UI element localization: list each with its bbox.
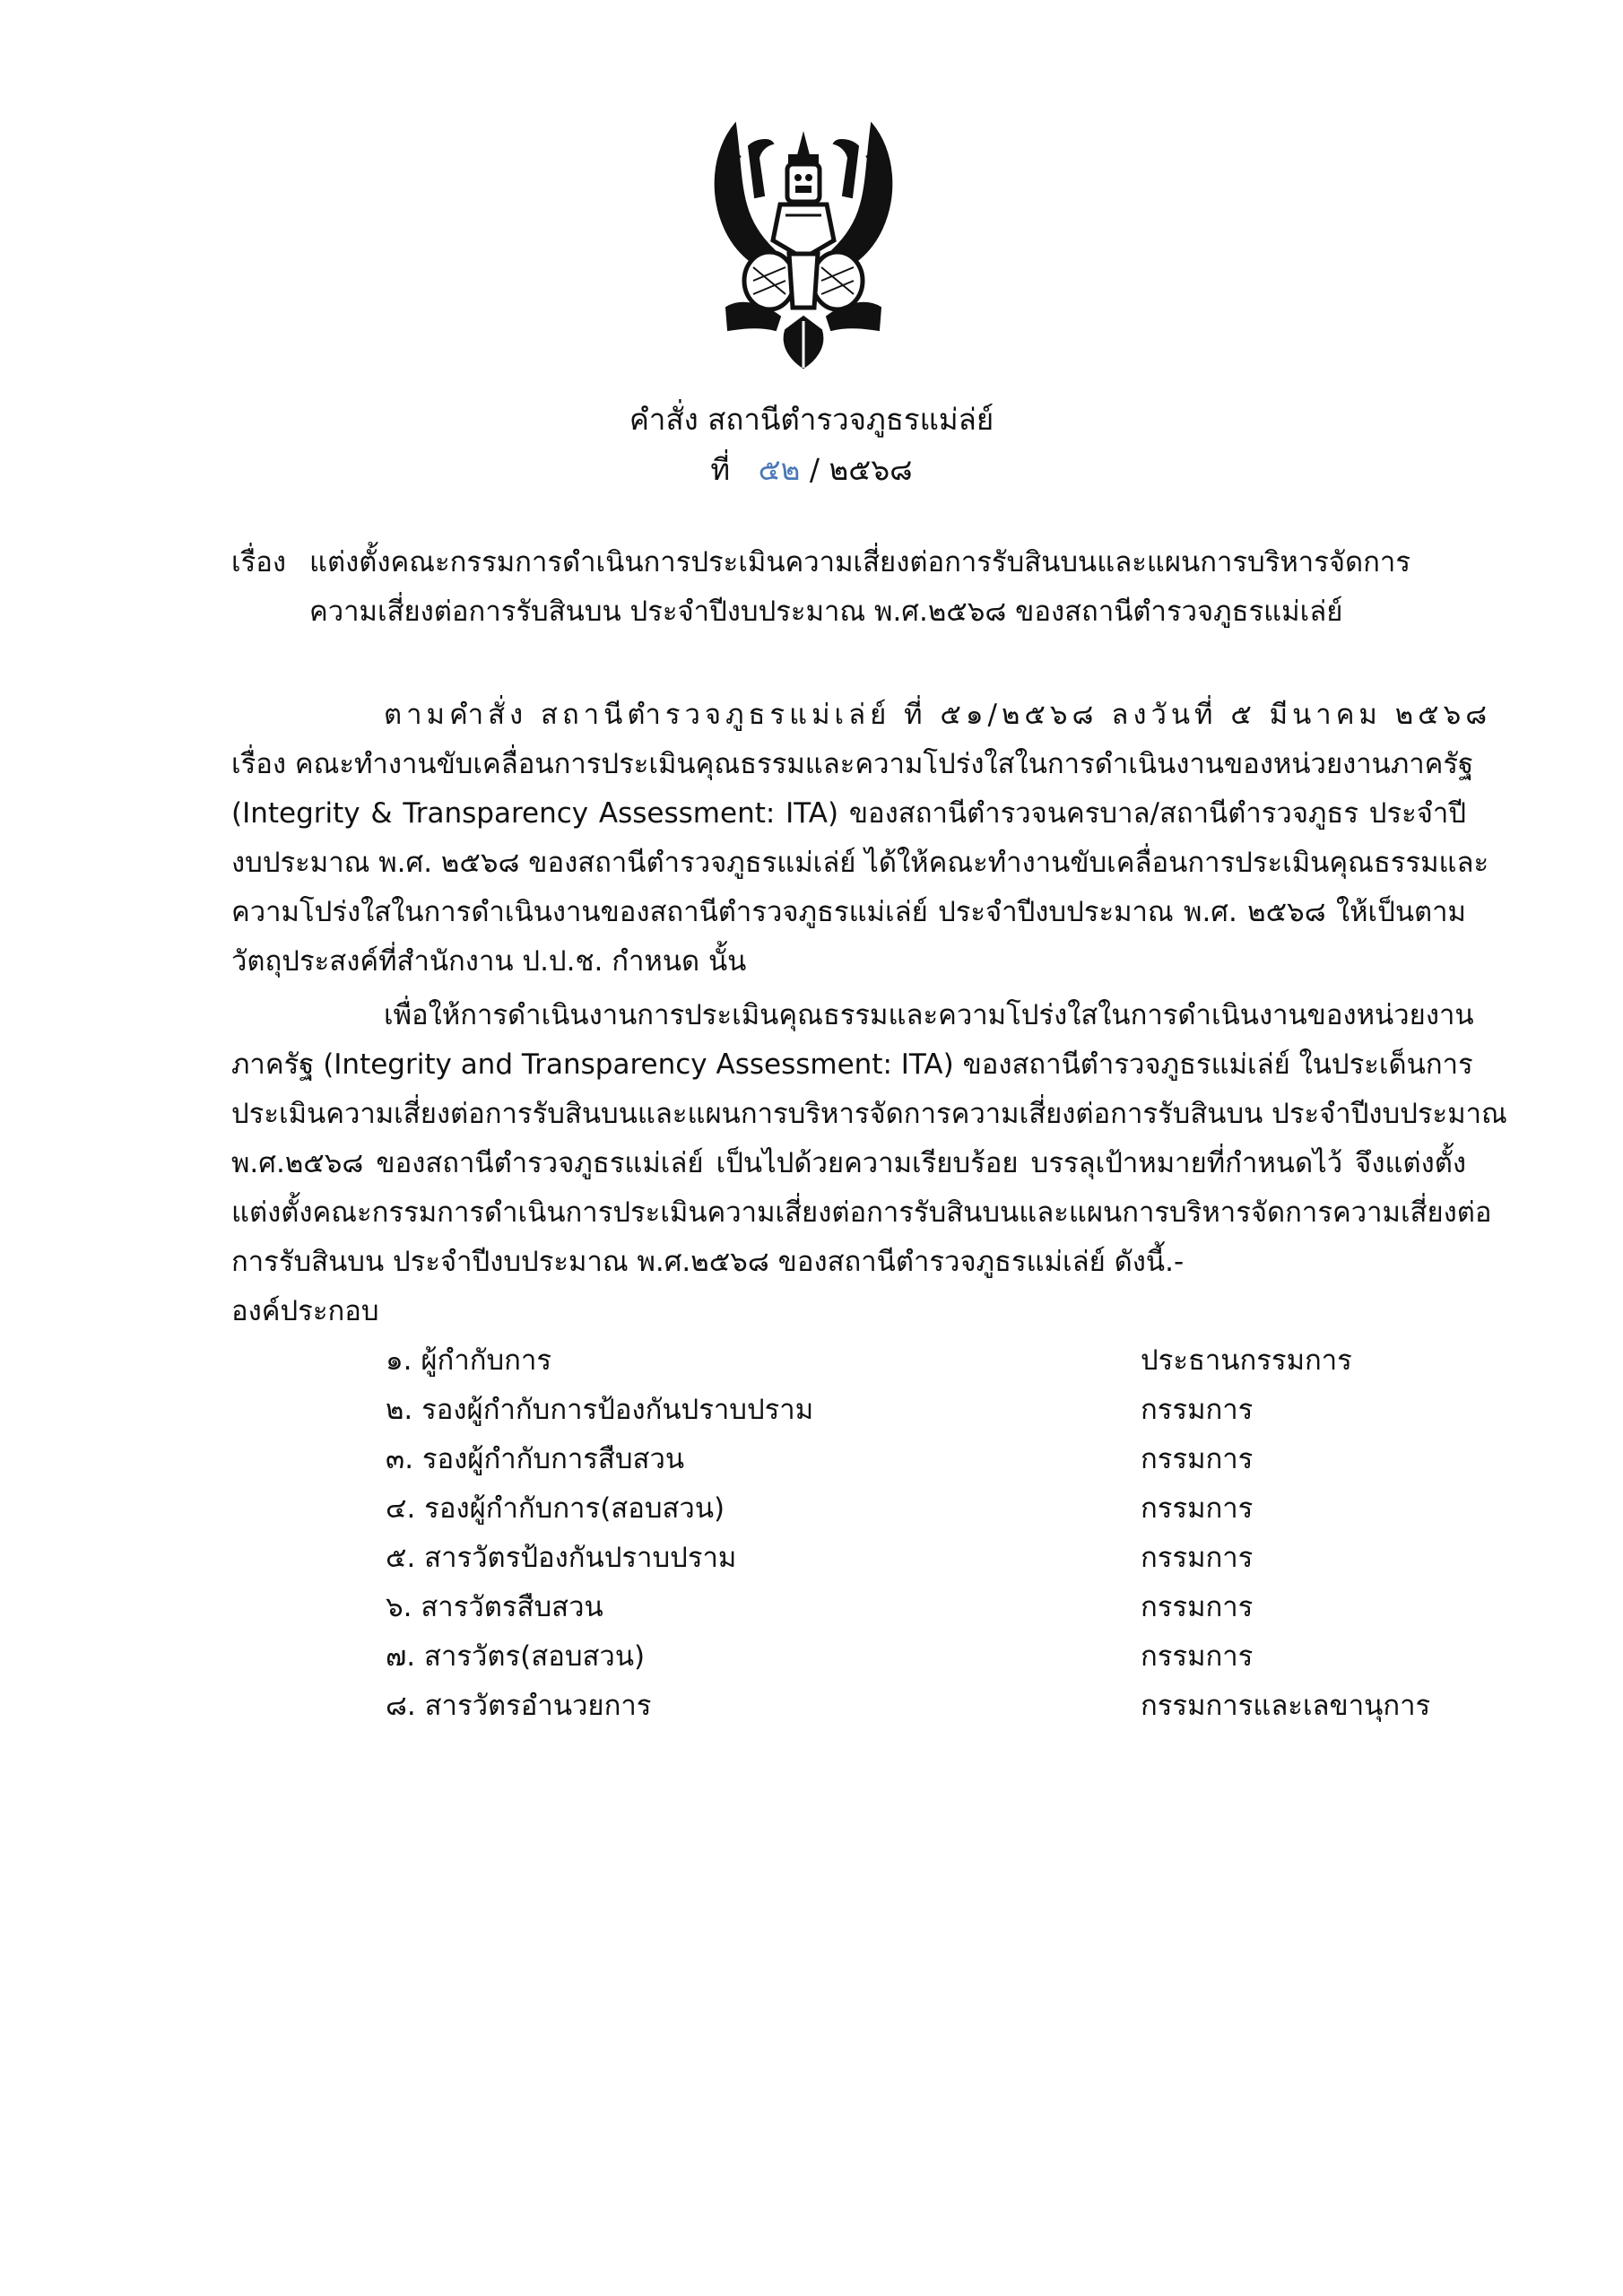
member-position: ๔. รองผู้กำกับการ(สอบสวน) xyxy=(386,1492,725,1525)
paragraph-line: ตามคำสั่ง สถานีตำรวจภูธรแม่เล่ย์ ที่ ๕๑/๒๕๖๘ ลงวันที่ ๕ มีนาคม ๒๕๖๘ xyxy=(384,699,1492,731)
member-position: ๑. ผู้กำกับการ xyxy=(386,1344,552,1377)
member-position: ๘. สารวัตรอำนวยการ xyxy=(386,1690,652,1722)
member-row xyxy=(0,1583,1623,1632)
member-role: กรรมการ xyxy=(1141,1443,1254,1475)
paragraph-line: พ.ศ.๒๕๖๘ ของสถานีตำรวจภูธรแม่เล่ย์ เป็นไปด้วยความเรียบร้อย บรรลุเป้าหมายที่กำหนดไว้ จึงแต่งตั้ง xyxy=(231,1147,1466,1179)
order-number: ๕๒ xyxy=(758,452,801,487)
subject-label: เรื่อง xyxy=(231,546,287,578)
subject-text xyxy=(309,538,1466,637)
paragraph-line: แต่งตั้งคณะกรรมการดำเนินการประเมินความเสี่ยงต่อการรับสินบนและแผนการบริหารจัดการความเสี่ยงต่อ xyxy=(231,1196,1492,1229)
document-header xyxy=(0,395,1623,495)
order-year: ๒๕๖๘ xyxy=(829,452,913,487)
paragraph-line: งบประมาณ พ.ศ. ๒๕๖๘ ของสถานีตำรวจภูธรแม่เล่ย์ ได้ให้คณะทำงานขับเคลื่อนการประเมินคุณธรรมและ xyxy=(231,847,1489,879)
member-position: ๓. รองผู้กำกับการสืบสวน xyxy=(386,1443,685,1475)
subject-line-2: ความเสี่ยงต่อการรับสินบน ประจำปีงบประมาณ พ.ศ.๒๕๖๘ ของสถานีตำรวจภูธรแม่เล่ย์ xyxy=(309,596,1343,628)
paragraph-line: วัตถุประสงค์ที่สำนักงาน ป.ป.ช. กำหนด นั้น xyxy=(231,945,747,978)
member-row xyxy=(0,1534,1623,1583)
member-row xyxy=(0,1336,1623,1386)
paragraph-line: ภาครัฐ (Integrity and Transparency Assessment: ITA) ของสถานีตำรวจภูธรแม่เล่ย์ ในประเด็นการ xyxy=(231,1048,1473,1081)
member-position: ๒. รองผู้กำกับการป้องกันปราบปราม xyxy=(386,1394,814,1426)
garuda-emblem-icon xyxy=(699,115,907,370)
member-role: กรรมการ xyxy=(1141,1394,1254,1426)
member-row xyxy=(0,1484,1623,1534)
member-role: กรรมการ xyxy=(1141,1591,1254,1623)
paragraph-line: (Integrity & Transparency Assessment: ITA) ของสถานีตำรวจนครบาล/สถานีตำรวจภูธร ประจำปี xyxy=(231,797,1466,830)
member-role: กรรมการและเลขานุการ xyxy=(1141,1690,1431,1722)
paragraph-purpose xyxy=(231,991,1507,1287)
composition-label: องค์ประกอบ xyxy=(231,1295,379,1327)
order-title: คำสั่ง สถานีตำรวจภูธรแม่ล่ย์ xyxy=(629,402,994,437)
member-position: ๖. สารวัตรสืบสวน xyxy=(386,1591,603,1623)
order-number-line xyxy=(0,445,1623,495)
committee-member-list xyxy=(0,1336,1623,1731)
member-row xyxy=(0,1386,1623,1435)
member-role: กรรมการ xyxy=(1141,1640,1254,1673)
member-position: ๕. สารวัตรป้องกันปราบปราม xyxy=(386,1542,737,1574)
subject-line-1: แต่งตั้งคณะกรรมการดำเนินการประเมินความเสี่ยงต่อการรับสินบนและแผนการบริหารจัดการ xyxy=(309,546,1410,578)
order-prefix: ที่ xyxy=(710,452,731,487)
order-separator: / xyxy=(809,452,820,487)
paragraph-reference xyxy=(231,691,1492,987)
paragraph-line: การรับสินบน ประจำปีงบประมาณ พ.ศ.๒๕๖๘ ของสถานีตำรวจภูธรแม่เล่ย์ ดังนี้.- xyxy=(231,1246,1185,1278)
member-row xyxy=(0,1435,1623,1484)
paragraph-line: เรื่อง คณะทำงานขับเคลื่อนการประเมินคุณธรรมและความโปร่งใสในการดำเนินงานของหน่วยงานภาครัฐ xyxy=(231,748,1474,780)
member-row xyxy=(0,1682,1623,1731)
paragraph-line: ประเมินความเสี่ยงต่อการรับสินบนและแผนการบริหารจัดการความเสี่ยงต่อการรับสินบน ประจำปีงบประมาณ xyxy=(231,1098,1507,1130)
member-position: ๗. สารวัตร(สอบสวน) xyxy=(386,1640,646,1673)
member-role: กรรมการ xyxy=(1141,1542,1254,1574)
paragraph-line: ความโปร่งใสในการดำเนินงานของสถานีตำรวจภูธรแม่เล่ย์ ประจำปีงบประมาณ พ.ศ. ๒๕๖๘ ให้เป็นตาม xyxy=(231,896,1466,928)
member-role: กรรมการ xyxy=(1141,1492,1254,1525)
member-row xyxy=(0,1632,1623,1682)
member-role: ประธานกรรมการ xyxy=(1141,1344,1352,1377)
paragraph-line: เพื่อให้การดำเนินงานการประเมินคุณธรรมและความโปร่งใสในการดำเนินงานของหน่วยงาน xyxy=(384,999,1474,1031)
